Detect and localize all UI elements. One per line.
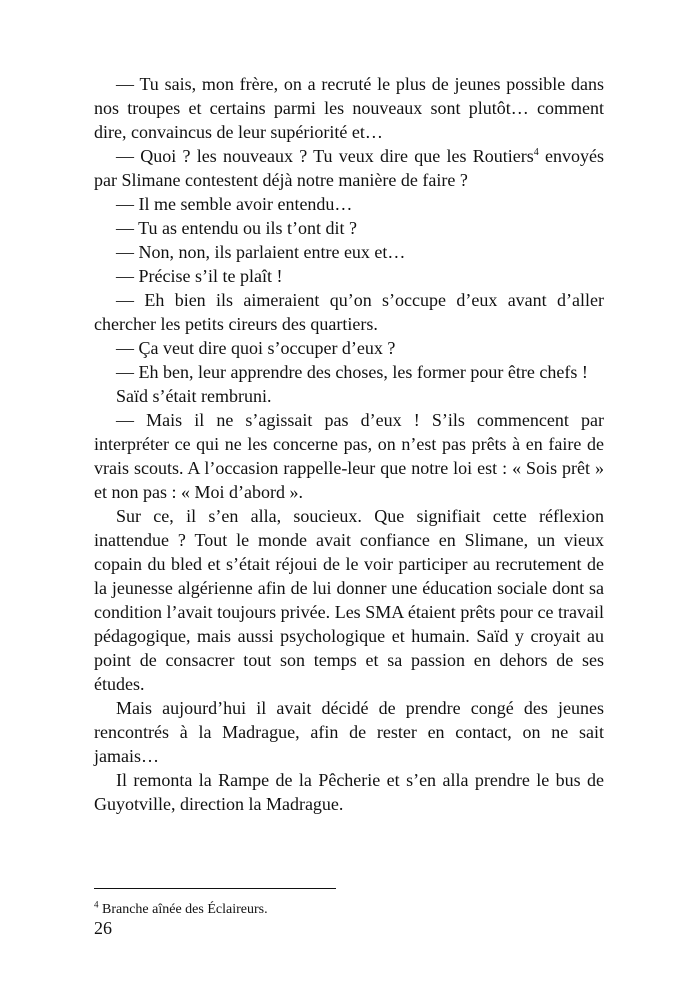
footnote-text: Branche aînée des Éclaireurs.: [98, 902, 268, 917]
page-number: 26: [94, 918, 112, 938]
paragraph-8: [94, 336, 604, 360]
paragraph-text: — Il me semble avoir entendu…: [116, 194, 353, 214]
paragraph-13: [94, 696, 604, 768]
paragraph-6: [94, 264, 604, 288]
paragraph-text: — Quoi ? les nouveaux ? Tu veux dire que les Routiers: [116, 146, 534, 166]
paragraph-text: — Précise s’il te plaît !: [116, 266, 283, 286]
footnote-number: 4: [94, 899, 99, 910]
paragraph-text: Saïd s’était rembruni.: [116, 386, 272, 406]
body-text: [94, 72, 604, 816]
paragraph-3: [94, 192, 604, 216]
paragraph-4: [94, 216, 604, 240]
paragraph-text: — Eh bien ils aimeraient qu’on s’occupe d’eux avant d’aller chercher les petits cireurs des quartiers.: [94, 290, 604, 334]
paragraph-14: [94, 768, 604, 816]
paragraph-text: — Ça veut dire quoi s’occuper d’eux ?: [116, 338, 396, 358]
paragraph-5: [94, 240, 604, 264]
paragraph-text: — Tu as entendu ou ils t’ont dit ?: [116, 218, 358, 238]
paragraph-11: [94, 408, 604, 504]
paragraph-text-continued: envoyés par Slimane contestent déjà notre manière de faire ?: [94, 146, 605, 190]
paragraph-7: [94, 288, 604, 336]
paragraph-text: — Non, non, ils parlaient entre eux et…: [116, 242, 406, 262]
footnote-divider: [94, 888, 336, 889]
footnote-reference: 4: [533, 147, 539, 158]
paragraph-text: — Mais il ne s’agissait pas d’eux ! S’ils commencent par interpréter ce qui ne les concerne pas, on n’est pas prêts à en faire de vrais scouts. A l’occasion rappelle-leur que notre loi est : « Sois prêt » et non pas : « Moi d’abord ».: [94, 410, 604, 502]
paragraph-text: Mais aujourd’hui il avait décidé de prendre congé des jeunes rencontrés à la Madrague, afin de rester en contact, on ne sait jamais…: [94, 698, 604, 766]
paragraph-text: — Eh ben, leur apprendre des choses, les former pour être chefs !: [116, 362, 588, 382]
paragraph-10: [94, 384, 604, 408]
paragraph-2: [94, 144, 604, 192]
footnote: [94, 901, 268, 919]
paragraph-text: Il remonta la Rampe de la Pêcherie et s’en alla prendre le bus de Guyotville, direction la Madrague.: [94, 770, 604, 814]
paragraph-9: [94, 360, 604, 384]
paragraph-text: — Tu sais, mon frère, on a recruté le plus de jeunes possible dans nos troupes et certains parmi les nouveaux sont plutôt… comment dire, convaincus de leur supériorité et…: [94, 74, 604, 142]
paragraph-12: [94, 504, 604, 696]
paragraph-1: [94, 72, 604, 144]
paragraph-text: Sur ce, il s’en alla, soucieux. Que signifiait cette réflexion inattendue ? Tout le monde avait confiance en Slimane, un vieux copain du bled et s’était réjoui de le voir participer au recrutement de la jeunesse algérienne afin de lui donner une éducation sociale dont sa condition l’avait toujours privée. Les SMA étaient prêts pour ce travail pédagogique, mais aussi psychologique et humain. Saïd y croyait au point de consacrer tout son temps et sa passion en dehors de ses études.: [94, 506, 604, 694]
